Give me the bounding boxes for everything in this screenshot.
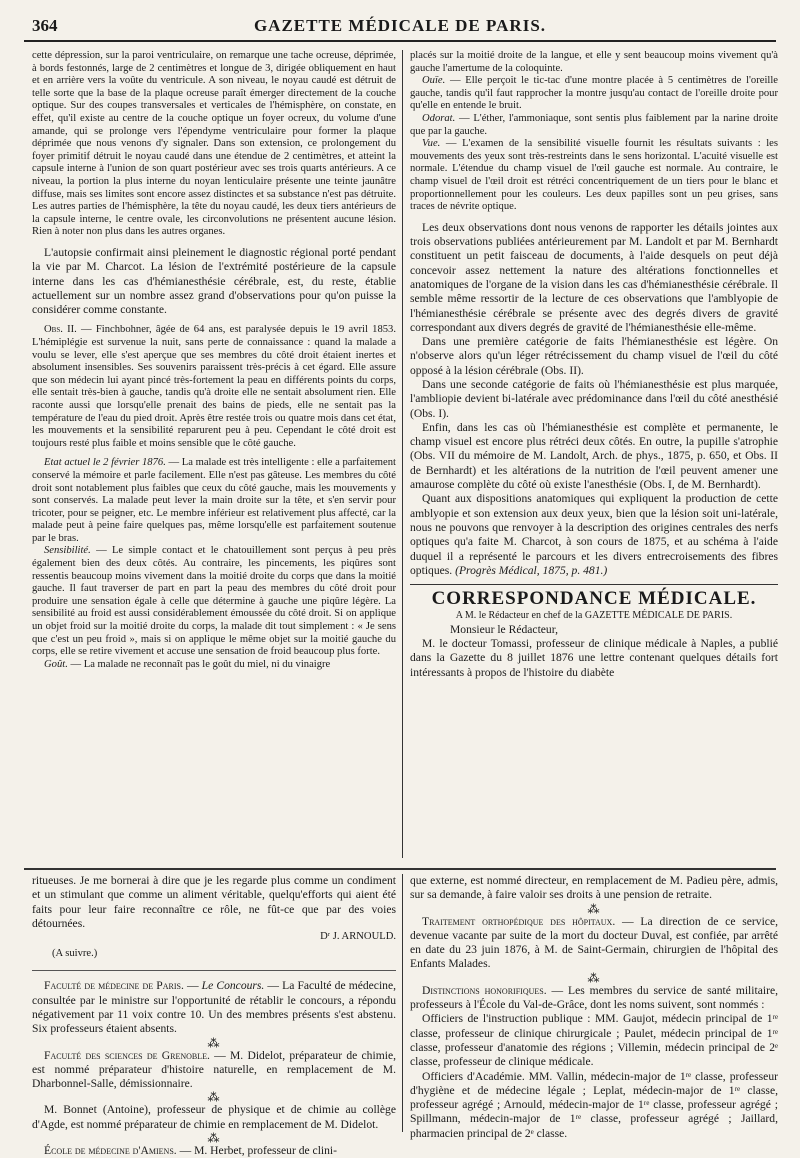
lower-left-column xyxy=(32,874,397,1158)
news-orthopedic: Traitement orthopédique des hôpitaux. — La direction de ce service, devenue vacante par suite de la mort du docteur Duval, est confiée, par arrêté en date du 23 juin 1876, à M. de Saint-Germain, chirurgien de l'hôpital des Enfants Malades. xyxy=(410,914,778,971)
hearing-paragraph: Ouïe. — Elle perçoit le tic-tac d'une montre placée à 5 centimètres de l'oreille gauche, tandis qu'il faut rapprocher la montre jusqu'au contact de l'oreille droite pour qu'elle en entende le bruit. xyxy=(410,75,778,112)
separator-stars: ⁂ xyxy=(587,901,601,916)
discussion-paragraph-1: Les deux observations dont nous venons de rapporter les détails jointes aux trois observations publiées antérieurement par M. Landolt et par M. Bernhardt constituent un petit faisceau de documents, à l'aide desquels on peut déjà concevoir assez nettement la nature des altérations fonctionnelles et anatomiques de l'organe de la vision dans les cas d'hémianesthésie cérébrale. Il semble même ressortir de la lecture de ces observations que l'amblyopie de l'hémianesthésie cérébrale se présente avec des degrés divers de gravité correspondant aux divers degrés de gravité de l'hémianesthésie elle-même. xyxy=(410,220,778,334)
observation-label: Obs. II. xyxy=(44,324,77,336)
news-honors: Distinctions honorifiques. — Les membres du service de santé militaire, professeurs à l'École du Val-de-Grâce, dont les noms suivent, sont nommés : xyxy=(410,983,778,1012)
current-state: Etat actuel le 2 février 1876. — La malade est très intelligente : elle a parfaitement conservé la mémoire et parle facilement. Elle n'est pas gâteuse. Les membres du côté droit sont notablement plus faibles que ceux du côté gauche, mais les mouvements y sont conservés. La malade peut lever la main droite sur la tête, et s'en servir pour tricoter, pour se peigner, etc. Le membre inférieur est relativement plus affecté, car la malade peut à peine faire quelques pas, même lorsqu'elle est parfaitement soutenue par le bras. xyxy=(32,457,396,544)
hearing-label: Ouïe. xyxy=(422,75,446,87)
amiens-continuation: que externe, est nommé directeur, en remplacement de M. Padieu père, admis, sur sa demande, à faire valoir ses droits à une pension de retraite. xyxy=(410,874,778,902)
sensibility-paragraph: Sensibilité. — Le simple contact et le chatouillement sont perçus à peu près également bien des deux côtés. Au contraire, les pincements, les piqûres sont ressentis beaucoup moins vivement dans la moitié droite du corps que dans la moitié gauche. Il faut traverser de part en part la peau des membres du côté droit pour produire une sensation égale à celle que détermine à gauche une piqûre légère. La sensibilité au froid est aussi considérablement émoussée du côté droit. Si on applique un objet froid sur la moitié droite du corps, la malade dit tout simplement : « Je sens que c'est un peu froid », mais si on applique le même objet sur la moitié gauche du corps, elle se retire vivement et accuse une sensation de froid beaucoup plus forte. xyxy=(32,545,396,658)
honors-officers-instruction: Officiers de l'instruction publique : MM. Gaujot, médecin principal de 1ʳᵉ classe, professeur de clinique chirurgicale ; Paulet, médecin principal de 1ʳᵉ classe, professeur d'anatomie des régions ; Villemin, médecin principal de 2ᵉ classe, professeur de clinique médicale. xyxy=(410,1012,778,1069)
page-number: 364 xyxy=(32,16,58,35)
autopsy-description: cette dépression, sur la paroi ventriculaire, on remarque une tache ocreuse, déprimée, à bords festonnés, large de 2 centimètres et longue de 3, dirigée obliquement en haut et en arrière vers la voûte du ventricule. A son niveau, le noyau caudé est détruit de telle sorte que la base de la plaque ocreuse paraît émerger directement de la couche optique. Sur des coupes transversales et verticales de l'hémisphère, on constate, en effet, qu'il existe au centre de la couche optique un foyer ocreux, du volume d'une amande, qui se prolonge vers l'épendyme ventriculaire pour former la plaque déprimée que nous venons d'y signaler. Dans son extension, ce prolongement du foyer primitif détruit le noyau caudé dans une étendue de 2 centimètres, et atteint la capsule interne à l'union de son quart postérieur avec ses trois quarts antérieurs. A ce niveau, la portion la plus interne du noyan lenticulaire présente une teinte jaunâtre diffuse, mais ses limites sont encore assez distinctes et sa substance n'est pas détruite. Les autres parties de l'hémisphère, la tête du noyau caudé, les deux tiers antérieurs de la capsule interne, le centre ovale, les circonvolutions ne présentent aucune lésion. Rien à noter non plus dans les autres organes. xyxy=(32,50,396,238)
honors-officers-academy: Officiers d'Académie. MM. Vallin, médecin-major de 1ʳᵉ classe, professeur d'hygiène et de médecine légale ; Leplat, médecin-major de 1ʳᵉ classe, professeur agrégé ; Arnould, médecin-major de 1ʳᵉ classe, professeur agrégé ; Spillmann, médecin-major de 1ʳᵉ classe, professeur agrégé ; Jaillard, pharmacien principal de 2ᵉ classe. xyxy=(410,1069,778,1140)
article-ending: ritueuses. Je me bornerai à dire que je les regarde plus comme un condiment et un stimulant que comme un aliment véritable, quelqu'efforts qui aient été faits pour leur faire reconnaître ce rôle, ne fût-ce que par des voies détournées. xyxy=(32,874,396,930)
taste-paragraph: Goût. — La malade ne reconnaît pas le goût du miel, ni du vinaigre xyxy=(44,658,331,670)
page-header xyxy=(24,14,776,42)
journal-title: GAZETTE MÉDICALE DE PARIS. xyxy=(253,16,547,35)
lower-right-column xyxy=(410,874,778,1140)
taste-label: Goût. xyxy=(44,658,68,670)
author-signature: Dʳ J. ARNOULD. xyxy=(320,931,396,943)
news-rule xyxy=(32,970,396,971)
news-amiens: École de médecine d'Amiens. — M. Herbet, professeur de clini- xyxy=(44,1144,338,1158)
correspondence-address: A M. le Rédacteur en chef de la GAZETTE MÉDICALE DE PARIS. xyxy=(455,610,733,622)
news-faculty-grenoble: Faculté des sciences de Grenoble. — M. Didelot, préparateur de chimie, est nommé préparateur d'histoire naturelle, en remplacement de M. Dharbonnel-Salle, démissionnaire. xyxy=(32,1048,396,1091)
horizontal-divider xyxy=(24,868,776,870)
section-rule xyxy=(410,584,778,585)
column-divider-upper xyxy=(402,50,403,858)
vision-paragraph: Vue. — L'examen de la sensibilité visuelle fournit les résultats suivants : les mouvements des yeux sont très-restreints dans le sens horizontal. L'acuité visuelle est normale. L'étendue du champ visuel de l'œil gauche est normale. Au contraire, le champ visuel de l'œil droit est rétréci concentriquement de un tiers pour le blanc et proportionnellement pour les couleurs. Les deux papilles sont un peu grises, sans traces de névrite optique. xyxy=(410,138,778,213)
separator-stars: ⁂ xyxy=(207,1131,221,1146)
column-divider-lower xyxy=(402,874,403,1132)
discussion-paragraph-4: Enfin, dans les cas où l'hémianesthésie est complète et permanente, le champ visuel est encore plus rétréci deux côtés. En outre, la pupille s'atrophie (Obs. VII du mémoire de M. Landolt, Arch. de phys., 1875, p. 650, et Obs. II de Bernhardt) et les altérations de la nutrition de l'œil peuvent amener une amaurose complète du côté où existe l'anesthésie (Obs. I, de M. Bernhardt). xyxy=(410,420,778,492)
to-be-continued: (A suivre.) xyxy=(52,947,98,959)
smell-paragraph: Odorat. — L'éther, l'ammoniaque, sont sentis plus faiblement par la narine droite que par la gauche. xyxy=(410,112,778,137)
correspondence-text: M. le docteur Tomassi, professeur de clinique médicale à Naples, a publié dans la Gazette du 8 juillet 1876 une lettre contenant quelques détails fort intéressants à propos de l'histoire du diabète xyxy=(410,637,778,679)
source-citation: (Progrès Médical, 1875, p. 481.) xyxy=(455,563,608,577)
separator-stars: ⁂ xyxy=(207,1090,221,1105)
observation-two: Obs. II. — Finchbohner, âgée de 64 ans, est paralysée depuis le 19 avril 1853. L'hémiplégie est survenue la nuit, sans perte de connaissance : quand la malade a voulu se lever, elle s'est aperçue que ses membres du côté droit étaient inertes et absolument insensibles. Ses souvenirs paraissent très-précis à cet égard. Elle assure que son médecin lui ayant pincé très-fortement la peau en différents points du corps, elle sentait très-bien à gauche, tandis qu'à droite elle ne sentait absolument rien. Elle raconte aussi que lorsqu'elle prenait des bains de pieds, elle ne sentait pas la température de l'eau du pied droit. Après être restée trois ou quatre mois dans cet état, les mouvements et la sensibilité reparurent peu à peu. Cependant le côté droit est toujours resté plus faible et moins sensible que le côté gauche. xyxy=(32,324,396,449)
correspondence-salutation: Monsieur le Rédacteur, xyxy=(450,622,559,636)
separator-stars: ⁂ xyxy=(587,970,601,985)
autopsy-conclusion: L'autopsie confirmait ainsi pleinement le diagnostic régional porté pendant la vie par M. Charcot. La lésion de l'extrémité postérieure de la capsule interne dans les cas d'hémianesthésie cérébrale, est, du reste, établie actuellement sur un nombre assez grand d'observations pour qu'on puisse la considérer comme constante. xyxy=(32,245,396,317)
sensibility-label: Sensibilité. xyxy=(44,545,91,557)
discussion-paragraph-2: Dans une première catégorie de faits l'hémianesthésie est légère. On n'observe alors qu'un léger rétrécissement du champ visuel de l'œil du côté opposé à la lésion cérébrale (Obs. II). xyxy=(410,335,778,377)
separator-stars: ⁂ xyxy=(207,1035,221,1050)
news-faculty-paris: Faculté de médecine de Paris. — Le Concours. — La Faculté de médecine, consultée par le ministre sur l'opportunité de rétablir le concours, a répondu négativement par 11 voix contre 10. Un des membres présents s'est abstenu. Six professeurs étaient absents. xyxy=(32,979,397,1036)
taste-continuation: placés sur la moitié droite de la langue, et elle y sent beaucoup moins vivement qu'à gauche l'amertume de la coloquinte. xyxy=(410,50,778,74)
upper-right-column xyxy=(410,50,778,866)
smell-label: Odorat. xyxy=(422,112,456,124)
upper-left-column xyxy=(32,50,396,866)
correspondence-title: CORRESPONDANCE MÉDICALE. xyxy=(431,588,757,610)
vision-label: Vue. xyxy=(422,138,441,150)
current-state-label: Etat actuel le 2 février 1876. xyxy=(44,457,166,469)
discussion-paragraph-3: Dans une seconde catégorie de faits où l'hémianesthésie est plus marquée, l'ambliopie devient bi-latérale avec prédominance dans l'œil du côté anesthésié (Obs. I). xyxy=(410,377,778,420)
news-bonnet: M. Bonnet (Antoine), professeur de physique et de chimie au collège d'Agde, est nommé préparateur de chimie en remplacement de M. Didelot. xyxy=(32,1103,396,1131)
discussion-paragraph-5: Quant aux dispositions anatomiques qui expliquent la production de cette amblyopie et son extension aux deux yeux, bien que la lésion soit uni-latérale, nous ne pouvons que renvoyer à la description des origines centrales des nerfs optiques qu'a faite M. Charcot, à son cours de 1875, et au schéma à l'aide duquel il a représenté le parcours et les divers entrecroisements des fibres optiques. (Progrès Médical, 1875, p. 481.) xyxy=(410,492,778,577)
